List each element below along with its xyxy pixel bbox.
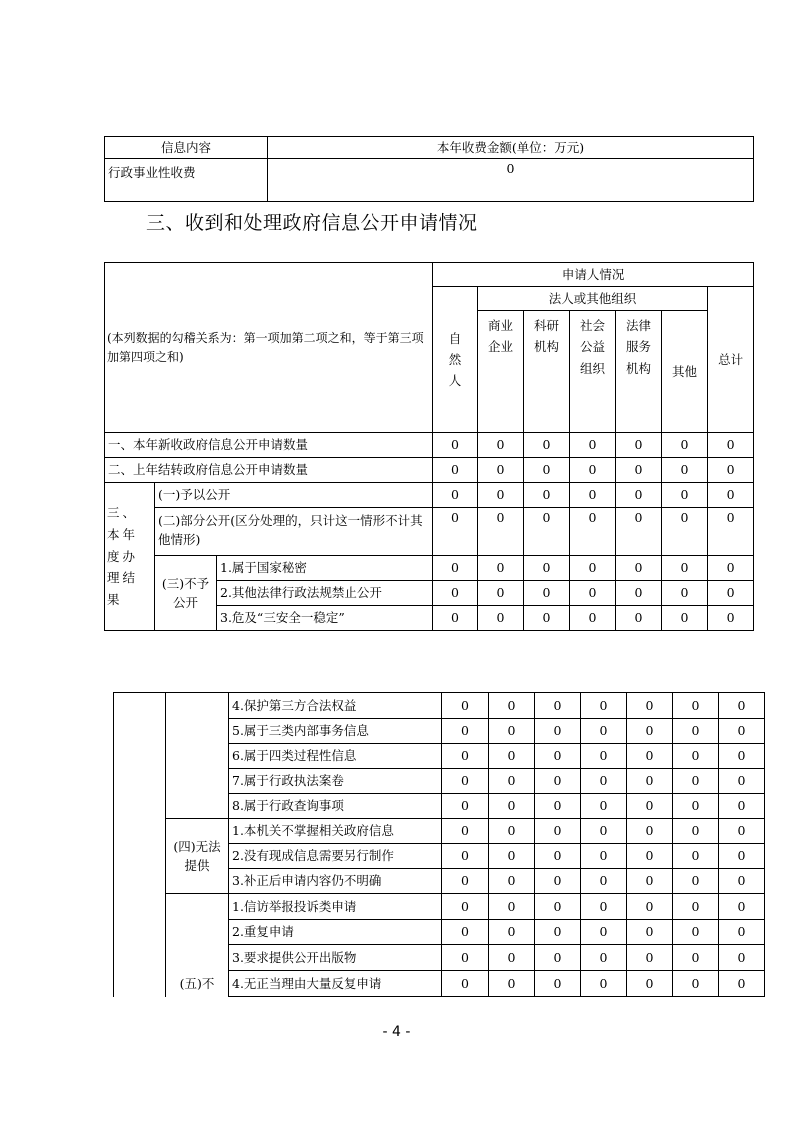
cell: 0: [662, 508, 708, 556]
cell: 0: [570, 483, 616, 508]
corner-note: (本列数据的勾稽关系为：第一项加第二项之和，等于第三项加第四项之和): [105, 263, 433, 433]
cell: 0: [708, 606, 754, 631]
cell: 0: [442, 719, 489, 744]
cell: 0: [535, 844, 581, 869]
row-np4-label: 4.无正当理由大量反复申请: [229, 971, 442, 997]
cell: 0: [570, 556, 616, 581]
row-no5-label: 5.属于三类内部事务信息: [229, 719, 442, 744]
cell: 0: [673, 869, 719, 894]
cell: 0: [708, 556, 754, 581]
cell: 0: [673, 894, 719, 920]
cell: 0: [489, 794, 535, 819]
row-no2-label: 2.其他法律行政法规禁止公开: [217, 581, 433, 606]
cell: 0: [535, 719, 581, 744]
cell: 0: [570, 581, 616, 606]
cell: 0: [535, 920, 581, 945]
cell: 0: [535, 869, 581, 894]
col-research: [524, 311, 570, 433]
cell: 0: [673, 744, 719, 769]
cell: 0: [719, 719, 765, 744]
cell: 0: [719, 794, 765, 819]
cell: 0: [581, 819, 627, 844]
cell: 0: [489, 693, 535, 719]
cell: 0: [478, 508, 524, 556]
cell: 0: [442, 693, 489, 719]
cell: 0: [708, 458, 754, 483]
cell: 0: [478, 606, 524, 631]
row-carry-label: 二、上年结转政府信息公开申请数量: [105, 458, 433, 483]
cell: 0: [524, 458, 570, 483]
cell: 0: [616, 556, 662, 581]
fee-row-value: 0: [268, 159, 754, 202]
col-business-text: 商业企业: [488, 318, 514, 355]
cell: 0: [719, 894, 765, 920]
cell: 0: [442, 920, 489, 945]
cell: 0: [719, 920, 765, 945]
cell: 0: [524, 483, 570, 508]
cell: 0: [442, 794, 489, 819]
cell: 0: [433, 581, 478, 606]
row-no1-label: 1.属于国家秘密: [217, 556, 433, 581]
cell: 0: [581, 869, 627, 894]
row-new-label: 一、本年新收政府信息公开申请数量: [105, 433, 433, 458]
cell: 0: [673, 920, 719, 945]
cell: 0: [719, 693, 765, 719]
cell: 0: [524, 556, 570, 581]
cell: 0: [673, 693, 719, 719]
col-natural: [433, 287, 478, 433]
cell: 0: [535, 769, 581, 794]
cell: 0: [708, 581, 754, 606]
cell: 0: [708, 433, 754, 458]
section-heading: 三、收到和处理政府信息公开申请情况: [146, 212, 478, 234]
cell: 0: [616, 508, 662, 556]
row-un3-label: 3.补正后申请内容仍不明确: [229, 869, 442, 894]
applicant-header: 申请人情况: [433, 263, 754, 287]
noprocess-label: (五)不: [166, 894, 229, 997]
cell: 0: [581, 744, 627, 769]
cell: 0: [581, 794, 627, 819]
cell: 0: [524, 433, 570, 458]
cell: 0: [662, 556, 708, 581]
row-open-label: (一)予以公开: [155, 483, 433, 508]
row-no6-label: 6.属于四类过程性信息: [229, 744, 442, 769]
row-no3-label: 3.危及“三安全一稳定”: [217, 606, 433, 631]
cell: 0: [719, 869, 765, 894]
cell: 0: [489, 769, 535, 794]
cell: 0: [627, 920, 673, 945]
col-total: 总计: [708, 287, 754, 433]
row-no4-label: 4.保护第三方合法权益: [229, 693, 442, 719]
col-other: 其他: [662, 311, 708, 433]
cell: 0: [719, 819, 765, 844]
cell: 0: [627, 894, 673, 920]
cell: 0: [535, 894, 581, 920]
cell: 0: [478, 581, 524, 606]
cell: 0: [627, 794, 673, 819]
cell: 0: [627, 945, 673, 971]
col-research-text: 科研机构: [534, 318, 560, 355]
cell: 0: [581, 971, 627, 997]
page-number: - 4 -: [382, 1024, 411, 1040]
legal-group-header: 法人或其他组织: [478, 287, 708, 311]
cell: 0: [719, 945, 765, 971]
cell: 0: [524, 606, 570, 631]
cell: 0: [442, 971, 489, 997]
section3-continued-cell: [114, 693, 166, 997]
cell: 0: [570, 433, 616, 458]
cell: 0: [581, 844, 627, 869]
cell: 0: [673, 794, 719, 819]
cell: 0: [708, 483, 754, 508]
cell: 0: [570, 458, 616, 483]
col-legal-service-text: 法律服务机构: [626, 318, 652, 376]
cell: 0: [673, 719, 719, 744]
cell: 0: [442, 844, 489, 869]
cell: 0: [581, 769, 627, 794]
row-np1-label: 1.信访举报投诉类申请: [229, 894, 442, 920]
cell: 0: [433, 508, 478, 556]
cell: 0: [581, 945, 627, 971]
cell: 0: [708, 508, 754, 556]
cell: 0: [627, 869, 673, 894]
cell: 0: [581, 894, 627, 920]
cell: 0: [581, 693, 627, 719]
cell: 0: [535, 744, 581, 769]
fee-col2-header: 本年收费金额(单位：万元): [268, 137, 754, 159]
col-social-text: 社会公益组织: [580, 318, 606, 376]
cell: 0: [442, 894, 489, 920]
cell: 0: [570, 606, 616, 631]
cell: 0: [627, 844, 673, 869]
cell: 0: [662, 458, 708, 483]
cell: 0: [627, 693, 673, 719]
col-natural-text: 自然人: [448, 330, 462, 389]
cell: 0: [535, 819, 581, 844]
cell: 0: [570, 508, 616, 556]
application-table: [104, 262, 754, 631]
cell: 0: [719, 744, 765, 769]
cell: 0: [673, 819, 719, 844]
cell: 0: [535, 794, 581, 819]
cell: 0: [673, 769, 719, 794]
col-social: [570, 311, 616, 433]
cell: 0: [489, 844, 535, 869]
cell: 0: [433, 606, 478, 631]
not-open-continued-cell: [166, 693, 229, 819]
cell: 0: [581, 920, 627, 945]
fee-table: [104, 136, 754, 202]
row-np3-label: 3.要求提供公开出版物: [229, 945, 442, 971]
cell: 0: [719, 971, 765, 997]
not-open-label: (三)不予公开: [155, 556, 217, 631]
cell: 0: [673, 844, 719, 869]
cell: 0: [489, 920, 535, 945]
cell: 0: [433, 433, 478, 458]
cell: 0: [627, 819, 673, 844]
cell: 0: [627, 971, 673, 997]
cell: 0: [719, 844, 765, 869]
cell: 0: [535, 693, 581, 719]
cell: 0: [673, 945, 719, 971]
cell: 0: [433, 483, 478, 508]
cell: 0: [673, 971, 719, 997]
row-un1-label: 1.本机关不掌握相关政府信息: [229, 819, 442, 844]
cell: 0: [616, 483, 662, 508]
cell: 0: [616, 606, 662, 631]
cell: 0: [524, 508, 570, 556]
cell: 0: [489, 719, 535, 744]
row-np2-label: 2.重复申请: [229, 920, 442, 945]
cell: 0: [627, 744, 673, 769]
cell: 0: [662, 606, 708, 631]
cell: 0: [616, 581, 662, 606]
cell: 0: [478, 556, 524, 581]
cell: 0: [478, 458, 524, 483]
fee-col1-header: 信息内容: [105, 137, 268, 159]
cell: 0: [662, 433, 708, 458]
cell: 0: [433, 458, 478, 483]
cell: 0: [489, 894, 535, 920]
cell: 0: [719, 769, 765, 794]
cell: 0: [662, 581, 708, 606]
cell: 0: [616, 458, 662, 483]
cell: 0: [489, 869, 535, 894]
row-un2-label: 2.没有现成信息需要另行制作: [229, 844, 442, 869]
unable-label: (四)无法提供: [166, 819, 229, 894]
cell: 0: [581, 719, 627, 744]
col-business: [478, 311, 524, 433]
cell: 0: [442, 819, 489, 844]
col-legal-service: [616, 311, 662, 433]
cell: 0: [535, 971, 581, 997]
cell: 0: [442, 945, 489, 971]
cell: 0: [478, 433, 524, 458]
cell: 0: [524, 581, 570, 606]
cell: 0: [489, 744, 535, 769]
cell: 0: [489, 971, 535, 997]
cell: 0: [489, 945, 535, 971]
fee-row-label: 行政事业性收费: [105, 159, 268, 202]
cell: 0: [478, 483, 524, 508]
cell: 0: [535, 945, 581, 971]
cell: 0: [442, 869, 489, 894]
cell: 0: [489, 819, 535, 844]
cell: 0: [616, 433, 662, 458]
continued-table: [113, 692, 765, 997]
cell: 0: [442, 744, 489, 769]
row-no7-label: 7.属于行政执法案卷: [229, 769, 442, 794]
cell: 0: [662, 483, 708, 508]
row-no8-label: 8.属于行政查询事项: [229, 794, 442, 819]
cell: 0: [627, 719, 673, 744]
section3-label: 三、本年度办理结果: [105, 483, 155, 631]
cell: 0: [627, 769, 673, 794]
cell: 0: [433, 556, 478, 581]
cell: 0: [442, 769, 489, 794]
row-partial-label: (二)部分公开(区分处理的，只计这一情形不计其他情形): [155, 508, 433, 556]
